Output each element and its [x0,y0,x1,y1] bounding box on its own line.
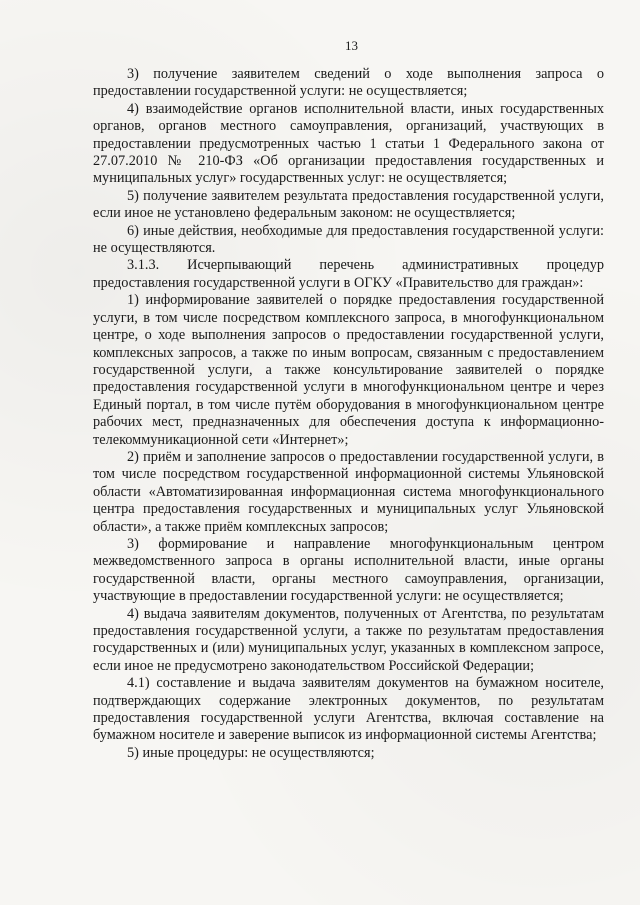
procedure-1-informing: 1) информирование заявителей о порядке предоставления государственной услуги, в том числе посредством комплексного запроса, в многофункциональном центре, о ходе выполнения запросов о предоставлении государственной услуги, комплексных запросов, а также по иным вопросам, связанным с предоставлением государственной услуги, а также консультирование заявителей о порядке предоставления государственной услуги в многофункциональном центре и через Единый портал, в том числе путём оборудования в многофункциональном центре рабочих мест, предназначенных для обеспечения доступа к информационно-телекоммуникационной сети «Интернет»; [93,292,604,448]
procedure-4-1-paper-documents: 4.1) составление и выдача заявителям документов на бумажном носителе, подтверждающих содержание электронных документов, по результатам предоставления государственной услуги Агентства, включая составление на бумажном носителе и заверение выписок из информационной системы Агентства; [93,675,604,744]
paragraph-3-status-info: 3) получение заявителем сведений о ходе выполнения запроса о предоставлении государственной услуги: не осуществляется; [93,66,604,100]
paragraph-4-interaction: 4) взаимодействие органов исполнительной власти, иных государственных органов, органов местного самоуправления, организаций, участвующих в предоставлении предусмотренных частью 1 статьи 1 Федерального закона от 27.07.2010 № 210-ФЗ «Об организации предоставления государственных и муниципальных услуг» государственных услуг: не осуществляется; [93,100,604,187]
section-3-1-3-heading: 3.1.3. Исчерпывающий перечень административных процедур предоставления государственной услуги в ОГКУ «Правительство для граждан»: [93,257,604,291]
procedure-4-issuance: 4) выдача заявителям документов, полученных от Агентства, по результатам предоставления государственной услуги, а также по результатам предоставления государственных и (или) муниципальных услуг, указанных в комплексном запросе, если иное не предусмотрено законодательством Российской Федерации; [93,605,604,674]
procedure-3-interdepartmental: 3) формирование и направление многофункциональным центром межведомственного запроса в органы исполнительной власти, иные органы государственной власти, органы местного самоуправления, организации, участвующие в предоставлении государственной услуги: не осуществляется; [93,535,604,605]
paragraph-5-result: 5) получение заявителем результата предоставления государственной услуги, если иное не установлено федеральным законом: не осуществляется; [93,187,604,222]
paragraph-6-other-actions: 6) иные действия, необходимые для предоставления государственной услуги: не осуществляются. [93,222,604,257]
procedure-5-other: 5) иные процедуры: не осуществляются; [127,744,375,761]
page-number: 13 [345,38,358,53]
procedure-2-requests: 2) приём и заполнение запросов о предоставлении государственной услуги, в том числе посредством государственной информационной системы Ульяновской области «Автоматизированная информационная система многофункционального центра предоставления государственных и муниципальных услуг Ульяновской области», а также приём комплексных запросов; [93,448,604,535]
